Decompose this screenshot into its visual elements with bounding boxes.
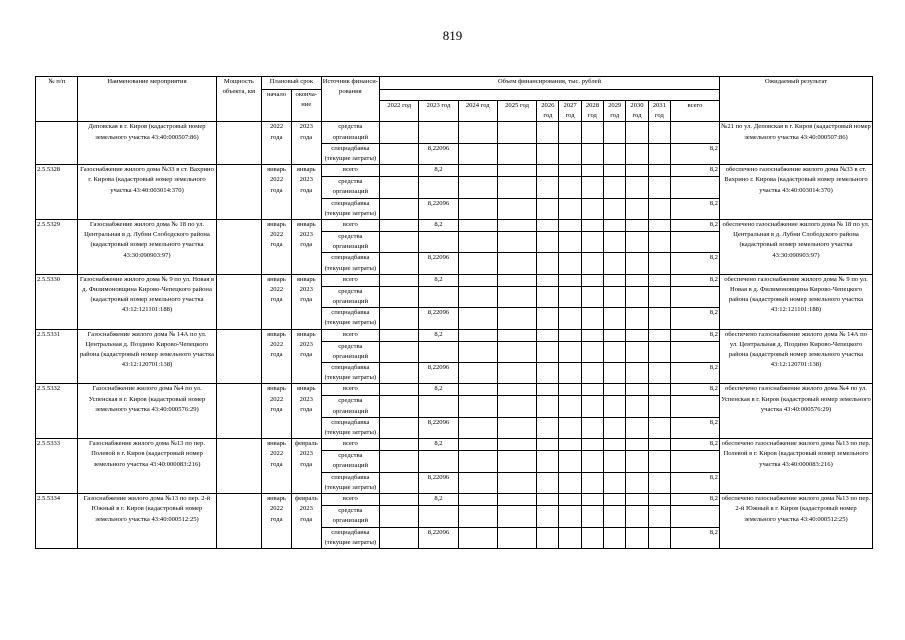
- row-end: январь 2023 года: [291, 384, 321, 439]
- source-all: всего: [321, 329, 379, 341]
- header-year-2024: 2024 год: [458, 101, 497, 122]
- table-row: [36, 494, 873, 506]
- row-num: 2.5.5332: [36, 384, 78, 439]
- cell-all-2023: 8,2: [419, 494, 458, 506]
- row-capacity: [216, 165, 262, 220]
- row-capacity: [216, 439, 262, 494]
- source-org: средства организаций: [321, 286, 379, 307]
- table-row: [36, 329, 873, 341]
- cell-spec-total: 8,2: [670, 143, 719, 164]
- row-num: 2.5.5333: [36, 439, 78, 494]
- source-all: всего: [321, 384, 379, 396]
- cell-all-total: 8,2: [670, 439, 719, 451]
- row-name: Газоснабжение жилого дома № 9 по ул. Новая в д. Филимоновщина Кирово-Чепецкого района (кадастровый номер земельного участка 43:12:121101:188): [78, 274, 216, 329]
- page-number: 819: [442, 28, 463, 43]
- source-all: всего: [321, 494, 379, 506]
- row-name: Газоснабжение жилого дома №4 по ул. Успенская в г. Киров (кадастровый номер земельного участка 43:40:000576:29): [78, 384, 216, 439]
- source-all: всего: [321, 165, 379, 177]
- header-result: Ожидаемый результат: [719, 77, 872, 122]
- row-end: февраль 2023 года: [291, 439, 321, 494]
- cell-spec-2023: 8,22096: [419, 363, 458, 384]
- row-start: январь 2022 года: [262, 329, 292, 384]
- table-row: [36, 274, 873, 286]
- row-start: январь 2022 года: [262, 439, 292, 494]
- cell-spec-total: 8,2: [670, 363, 719, 384]
- header-year-2027: 2027 год: [559, 101, 581, 122]
- cell-spec-total: 8,2: [670, 472, 719, 493]
- row-end: январь 2023 года: [291, 220, 321, 275]
- header-start: начало: [262, 90, 292, 122]
- row-start: 2022 года: [262, 122, 292, 165]
- table-row: [36, 384, 873, 396]
- table-header: [36, 77, 873, 122]
- row-result: обеспечено газоснабжение жилого дома №33 в ст. Вахрино г. Кирова (кадастровый номер земельного участка 43:40:003014:370): [719, 165, 872, 220]
- cell-spec-2023: 8,22096: [419, 198, 458, 219]
- source-spec: спецнадбавка (текущие затраты): [321, 363, 379, 384]
- cell-spec-2023: 8,22096: [419, 308, 458, 329]
- row-start: январь 2022 года: [262, 274, 292, 329]
- cell-spec-total: 8,2: [670, 253, 719, 274]
- row-capacity: [216, 329, 262, 384]
- row-result: обеспечено газоснабжение жилого дома № 18 по ул. Центральная в д. Лубни Слободского района (кадастровый номер земельного участка 43:30:090903:97): [719, 220, 872, 275]
- source-spec: спецнадбавка (текущие затраты): [321, 527, 379, 548]
- cell-all-2023: 8,2: [419, 329, 458, 341]
- header-year-2030: 2030 год: [626, 101, 648, 122]
- header-year-2025: 2025 год: [497, 101, 536, 122]
- row-result: обеспечено газоснабжение жилого дома № 14А по ул. Центральная д. Поздино Кирово-Чепецкого района (кадастровый номер земельного участка 43:12:120701:138): [719, 329, 872, 384]
- source-org: средства организаций: [321, 232, 379, 253]
- cell-spec-total: 8,2: [670, 198, 719, 219]
- row-end: январь 2023 года: [291, 274, 321, 329]
- header-source: Источник финанси-рования: [321, 77, 379, 122]
- cell-spec-total: 8,2: [670, 308, 719, 329]
- row-capacity: [216, 384, 262, 439]
- row-end: январь 2023 года: [291, 165, 321, 220]
- cell-all-total: 8,2: [670, 165, 719, 177]
- source-spec: спецнадбавка (текущие затраты): [321, 472, 379, 493]
- header-year-2023: 2023 год: [419, 101, 458, 122]
- row-start: январь 2022 года: [262, 165, 292, 220]
- row-result: обеспечено газоснабжение жилого дома № 9 по ул. Новая в д. Филимоновщина Кирово-Чепецкого района (кадастровый номер земельного участка 43:12:121101:188): [719, 274, 872, 329]
- header-end: оконча-ние: [291, 90, 321, 122]
- row-name: Газоснабжение жилого дома № 14А по ул. Центральная д. Поздино Кирово-Чепецкого района (кадастровый номер земельного участка 43:12:120701:138): [78, 329, 216, 384]
- source-all: всего: [321, 274, 379, 286]
- header-year-2022: 2022 год: [380, 101, 419, 122]
- row-capacity: [216, 494, 262, 549]
- header-year-2031: 2031 год: [648, 101, 670, 122]
- table-row: [36, 165, 873, 177]
- header-period: Плановый срок: [262, 77, 321, 90]
- cell-all-2023: 8,2: [419, 439, 458, 451]
- row-end: январь 2023 года: [291, 329, 321, 384]
- table-row: [36, 439, 873, 451]
- cell-spec-2023: 8,22096: [419, 417, 458, 438]
- header-year-2026: 2026 год: [537, 101, 559, 122]
- header-total: всего: [670, 101, 719, 122]
- cell-spec-2023: 8,22096: [419, 143, 458, 164]
- row-num: 2.5.5334: [36, 494, 78, 549]
- header-volume: Объем финансирования, тыс. рублей: [380, 77, 720, 90]
- cell-all-total: 8,2: [670, 329, 719, 341]
- source-org: средства организаций: [321, 177, 379, 198]
- row-result: обеспечено газоснабжение жилого дома №4 по ул. Успенская в г. Киров (кадастровый номер земельного участка 43:40:000576:29): [719, 384, 872, 439]
- cell-all-total: 8,2: [670, 274, 719, 286]
- financing-table: [35, 76, 873, 549]
- cell-spec-total: 8,2: [670, 527, 719, 548]
- cell-all-2023: 8,2: [419, 165, 458, 177]
- header-volume-spacer: [380, 90, 720, 101]
- table-body: [36, 122, 873, 549]
- row-result: обеспечено газоснабжение жилого дома №13 по пер. 2-й Южный в г. Киров (кадастровый номер земельного участка 43:40:000512:25): [719, 494, 872, 549]
- source-spec: спецнадбавка (текущие затраты): [321, 198, 379, 219]
- cell-all-total: 8,2: [670, 494, 719, 506]
- row-start: январь 2022 года: [262, 220, 292, 275]
- row-name: Газоснабжение жилого дома №13 по пер. Полевой в г. Киров (кадастровый номер земельного участка 43:40:000083:216): [78, 439, 216, 494]
- source-org: средства организаций: [321, 451, 379, 472]
- source-org: средства организаций: [321, 506, 379, 527]
- row-start: январь 2022 года: [262, 494, 292, 549]
- cell-all-2023: 8,2: [419, 220, 458, 232]
- source-org: средства организаций: [321, 341, 379, 362]
- row-name: Газоснабжение жилого дома №13 по пер. 2-й Южный в г. Киров (кадастровый номер земельного участка 43:40:000512:25): [78, 494, 216, 549]
- row-name: Газоснабжение жилого дома № 18 по ул. Центральная в д. Лубни Слободского района (кадастровый номер земельного участка 43:30:090903:97): [78, 220, 216, 275]
- source-org: средства организаций: [321, 396, 379, 417]
- cell-spec-2023: 8,22096: [419, 253, 458, 274]
- source-spec: спецнадбавка (текущие затраты): [321, 253, 379, 274]
- row-result: обеспечено газоснабжение жилого дома №13 по пер. Полевой в г. Киров (кадастровый номер земельного участка 43:40:000083:216): [719, 439, 872, 494]
- header-num: № п/п: [36, 77, 78, 122]
- table-row: [36, 220, 873, 232]
- table-row: [36, 122, 873, 143]
- source-spec: спецнадбавка (текущие затраты): [321, 308, 379, 329]
- cell-spec-2023: 8,22096: [419, 527, 458, 548]
- cell-spec-total: 8,2: [670, 417, 719, 438]
- row-num: 2.5.5328: [36, 165, 78, 220]
- source-org: средства организаций: [321, 122, 379, 143]
- cell-spec-2023: 8,22096: [419, 472, 458, 493]
- row-capacity: [216, 220, 262, 275]
- row-start: январь 2022 года: [262, 384, 292, 439]
- header-year-2028: 2028 год: [581, 101, 603, 122]
- row-end: 2023 года: [291, 122, 321, 165]
- source-all: всего: [321, 220, 379, 232]
- header-name: Наименование мероприятия: [78, 77, 216, 122]
- cell-all-2023: 8,2: [419, 274, 458, 286]
- cell-all-2023: 8,2: [419, 384, 458, 396]
- row-num: 2.5.5329: [36, 220, 78, 275]
- cell-all-total: 8,2: [670, 220, 719, 232]
- row-name: Газоснабжение жилого дома №33 в ст. Вахрино г. Кирова (кадастровый номер земельного участка 43:40:003014:370): [78, 165, 216, 220]
- row-num: 2.5.5331: [36, 329, 78, 384]
- row-end: февраль 2023 года: [291, 494, 321, 549]
- source-spec: спецнадбавка (текущие затраты): [321, 417, 379, 438]
- row-capacity: [216, 274, 262, 329]
- source-spec: спецнадбавка (текущие затраты): [321, 143, 379, 164]
- row-name: Деповская в г. Киров (кадастровый номер земельного участка 43:40:000507:86): [78, 122, 216, 165]
- row-result: №21 по ул. Деповская в г. Киров (кадастровый номер земельного участка 43:40:000507:86): [719, 122, 872, 165]
- row-num: 2.5.5330: [36, 274, 78, 329]
- source-all: всего: [321, 439, 379, 451]
- cell-all-total: 8,2: [670, 384, 719, 396]
- header-capacity: Мощность объекта, км: [216, 77, 262, 122]
- header-year-2029: 2029 год: [604, 101, 626, 122]
